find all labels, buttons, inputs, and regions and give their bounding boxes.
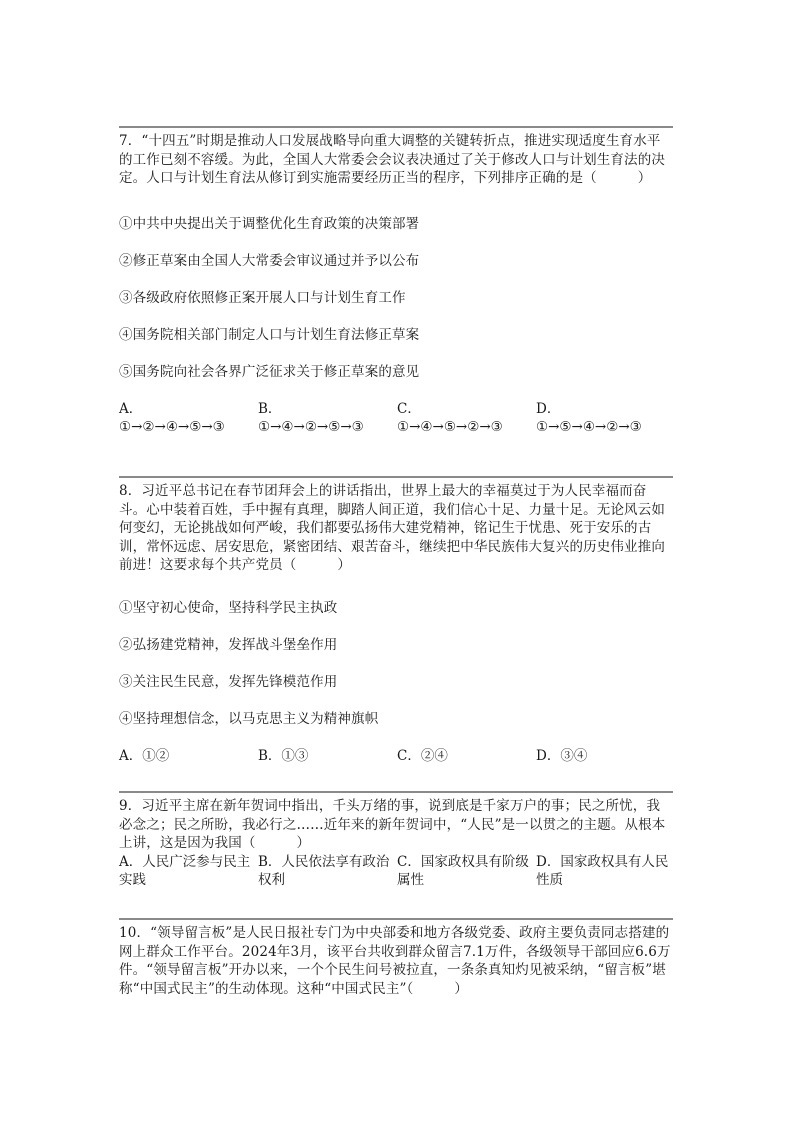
question-stem: 9．习近平主席在新年贺词中指出，千头万绪的事，说到底是千家万户的事；民之所忧，我必念之；民之所盼，我必行之……近年来的新年贺词中，“人民”是一以贯之的主题。从根本上讲，这是因为我国（ ） xyxy=(119,798,666,851)
choice-c[interactable] xyxy=(397,853,536,890)
choice-text: ①② xyxy=(142,747,170,764)
question-divider xyxy=(119,918,673,920)
statement-item: ④国务院相关部门制定人口与计划生育法修正草案 xyxy=(119,326,420,343)
choice-text: 人民广泛参与民主实践 xyxy=(119,853,251,888)
question-stem: 7．“十四五”时期是推动人口发展战略导向重大调整的关键转折点，推进实现适度生育水平的工作已刻不容缓。为此，全国人大常委会会议表决通过了关于修改人口与计划生育法的决定。人口与计划生育法从修订到实施需要经历正当的程序，下列排序正确的是（ ） xyxy=(119,133,665,186)
choice-text: ②④ xyxy=(420,747,448,764)
choice-text: ①③ xyxy=(281,747,309,764)
choice-d[interactable] xyxy=(536,853,675,890)
choice-text: 国家政权具有人民性质 xyxy=(536,853,669,888)
choice-c[interactable] xyxy=(397,747,536,766)
choice-label: D． xyxy=(536,400,561,417)
choice-label: C． xyxy=(397,400,421,417)
choice-a[interactable] xyxy=(119,400,258,437)
choice-text: 人民依法享有政治权利 xyxy=(258,853,390,888)
choice-text: ①→②→④→⑤→③ xyxy=(119,419,225,435)
question-stem: 8．习近平总书记在春节团拜会上的讲话指出，世界上最大的幸福莫过于为人民幸福而奋斗。心中装着百姓，手中握有真理，脚踏人间正道，我们信心十足、力量十足。无论风云如何变幻，无论挑战如何严峻，我们都要弘扬伟大建党精神，铭记生于忧患、死于安乐的古训，常怀远虑、居安思危，紧密团结、艰苦奋斗，继续把中华民族伟大复兴的历史伟业推向前进！这要求每个共产党员（ ） xyxy=(119,483,665,573)
question-7 xyxy=(119,126,673,437)
statement-item: ①坚守初心使命，坚持科学民主执政 xyxy=(119,599,338,616)
choice-c[interactable] xyxy=(397,400,536,437)
choice-label: A． xyxy=(119,747,143,764)
choice-label: B． xyxy=(258,853,282,870)
choice-text: ①→④→⑤→②→③ xyxy=(397,419,503,435)
statement-item: ③各级政府依照修正案开展人口与计划生育工作 xyxy=(119,289,406,306)
question-divider xyxy=(119,791,673,793)
question-divider xyxy=(119,126,673,128)
choice-text: 国家政权具有阶级属性 xyxy=(397,853,529,888)
statement-item: ④坚持理想信念，以马克思主义为精神旗帜 xyxy=(119,710,379,727)
answer-choices xyxy=(119,747,673,766)
answer-choices xyxy=(119,400,673,437)
choice-label: B． xyxy=(258,400,282,417)
choice-text: ①→④→②→⑤→③ xyxy=(258,419,364,435)
question-divider xyxy=(119,476,673,478)
statement-item: ③关注民生民意，发挥先锋模范作用 xyxy=(119,673,338,690)
choice-b[interactable] xyxy=(258,853,397,890)
choice-text: ①→⑤→④→②→③ xyxy=(536,419,642,435)
choice-label: A． xyxy=(119,400,143,417)
choice-label: C． xyxy=(397,747,421,764)
question-stem: 10．“领导留言板”是人民日报社专门为中央部委和地方各级党委、政府主要负责同志搭建的网上群众工作平台。2024年3月，该平台共收到群众留言7.1万件，各级领导干部回应6.6万件。“领导留言板”开办以来，一个个民生问号被拉直，一条条真知灼见被采纳，“留言板”堪称“中国式民主”的生动体现。这种“中国式民主”（ ） xyxy=(119,925,671,997)
statement-item: ②弘扬建党精神，发挥战斗堡垒作用 xyxy=(119,636,338,653)
choice-label: D． xyxy=(536,747,561,764)
choice-b[interactable] xyxy=(258,400,397,437)
statement-item: ①中共中央提出关于调整优化生育政策的决策部署 xyxy=(119,215,420,232)
choice-b[interactable] xyxy=(258,747,397,766)
choice-label: C． xyxy=(397,853,421,870)
choice-label: D． xyxy=(536,853,561,870)
choice-a[interactable] xyxy=(119,853,258,890)
choice-label: A． xyxy=(119,853,143,870)
choice-text: ③④ xyxy=(560,747,588,764)
statement-item: ⑤国务院向社会各界广泛征求关于修正草案的意见 xyxy=(119,363,420,380)
question-10 xyxy=(119,918,673,998)
choice-a[interactable] xyxy=(119,747,258,766)
statement-item: ②修正草案由全国人大常委会审议通过并予以公布 xyxy=(119,252,420,269)
answer-choices xyxy=(119,853,673,890)
question-9 xyxy=(119,791,673,890)
question-8 xyxy=(119,476,673,765)
choice-label: B． xyxy=(258,747,282,764)
choice-d[interactable] xyxy=(536,747,675,766)
choice-d[interactable] xyxy=(536,400,675,437)
